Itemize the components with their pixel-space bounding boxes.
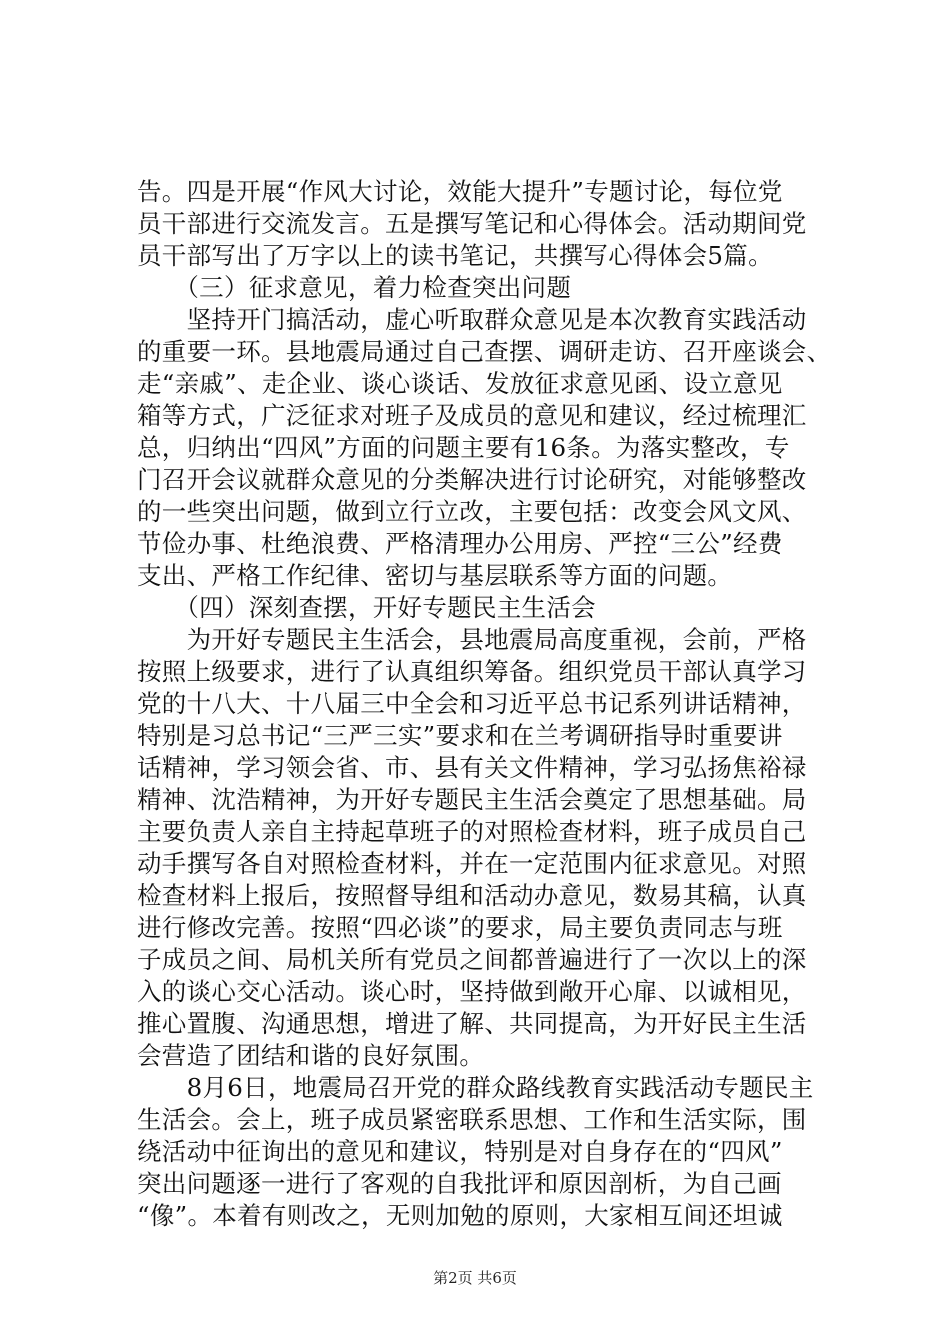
text-line: 支出、严格工作纪律、密切与基层联系等方面的问题。 [137,561,733,590]
page-footer [0,1268,950,1288]
text-line: 门召开会议就群众意见的分类解决进行讨论研究，对能够整改 [137,465,807,494]
document-body [137,176,837,1232]
text-line: 生活会。会上，班子成员紧密联系思想、工作和生活实际，围 [137,1105,807,1134]
text-line: 入的谈心交心活动。谈心时，坚持做到敞开心扉、以诚相见， [137,977,807,1006]
text-line: 员干部进行交流发言。五是撰写笔记和心得体会。活动期间党 [137,209,807,238]
section-heading: （三）征求意见，着力检查突出问题 [137,273,572,302]
text-line: 子成员之间、局机关所有党员之间都普遍进行了一次以上的深 [137,945,807,974]
text-line: 员干部写出了万字以上的读书笔记，共撰写心得体会5篇。 [137,241,773,270]
text-line: 的一些突出问题，做到立行立改，主要包括：改变会风文风、 [137,497,807,526]
text-line: 绕活动中征询出的意见和建议，特别是对自身存在的“四风” [137,1137,783,1166]
text-line: 突出问题逐一进行了客观的自我批评和原因剖析，为自己画 [137,1169,782,1198]
text-line: 节俭办事、杜绝浪费、严格清理办公用房、严控“三公”经费 [137,529,783,558]
text-line: 进行修改完善。按照“四必谈”的要求，局主要负责同志与班 [137,913,783,942]
text-line: 为开好专题民主生活会，县地震局高度重视，会前，严格 [137,625,807,654]
text-line: 党的十八大、十八届三中全会和习近平总书记系列讲话精神， [137,689,807,718]
text-line: 走“亲戚”、走企业、谈心谈话、发放征求意见函、设立意见 [137,369,783,398]
text-line: 的重要一环。县地震局通过自己查摆、调研走访、召开座谈会、 [137,337,832,366]
text-line: 箱等方式，广泛征求对班子及成员的意见和建议，经过梳理汇 [137,401,807,430]
text-line: 推心置腹、沟通思想，增进了解、共同提高，为开好民主生活 [137,1009,807,1038]
text-line: 告。四是开展“作风大讨论，效能大提升”专题讨论，每位党 [137,177,783,206]
text-line: 按照上级要求，进行了认真组织筹备。组织党员干部认真学习 [137,657,807,686]
text-line: 会营造了团结和谐的良好氛围。 [137,1041,485,1070]
text-line: 主要负责人亲自主持起草班子的对照检查材料，班子成员自己 [137,817,807,846]
section-heading: （四）深刻查摆，开好专题民主生活会 [137,593,596,622]
text-line: 动手撰写各自对照检查材料，并在一定范围内征求意见。对照 [137,849,807,878]
text-line: 检查材料上报后，按照督导组和活动办意见，数易其稿，认真 [137,881,807,910]
text-line: “像”。本着有则改之，无则加勉的原则，大家相互间还坦诚 [137,1201,783,1230]
text-line: 特别是习总书记“三严三实”要求和在兰考调研指导时重要讲 [137,721,783,750]
text-line: 总，归纳出“四风”方面的问题主要有16条。为落实整改，专 [137,433,790,462]
text-line: 8月6日，地震局召开党的群众路线教育实践活动专题民主 [137,1073,814,1102]
text-line: 话精神，学习领会省、市、县有关文件精神，学习弘扬焦裕禄 [137,753,807,782]
text-line: 坚持开门搞活动，虚心听取群众意见是本次教育实践活动 [137,305,807,334]
text-line: 精神、沈浩精神，为开好专题民主生活会奠定了思想基础。局 [137,785,807,814]
page-number: 第2页 共6页 [433,1269,517,1287]
